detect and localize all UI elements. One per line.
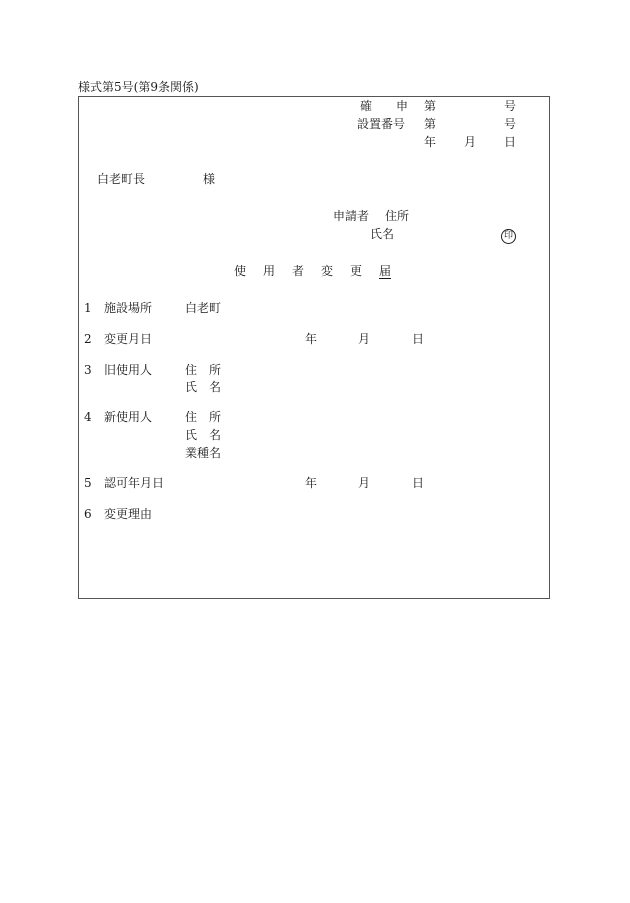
title-char: 更 [350, 264, 363, 278]
new-user-name-label: 氏 名 [185, 428, 222, 442]
install-number-label: 設置番号 [357, 117, 406, 131]
title-char: 者 [292, 264, 305, 278]
item-number: 4 [84, 410, 92, 424]
approval-date-label: 認可年月日 [104, 476, 165, 490]
approval-date-year: 年 [305, 476, 318, 490]
new-user-business-label: 業種名 [185, 446, 222, 460]
item-number: 5 [84, 476, 92, 490]
form-reference: 様式第5号(第9条関係) [78, 80, 199, 94]
former-user-address-label: 住 所 [185, 363, 222, 377]
new-user-address-label: 住 所 [185, 410, 222, 424]
former-user-label: 旧使用人 [104, 363, 153, 377]
approval-date-day: 日 [412, 476, 425, 490]
header-month: 月 [464, 135, 477, 149]
change-date-day: 日 [412, 332, 425, 346]
title-char: 届 [379, 264, 392, 278]
title-char: 用 [263, 264, 276, 278]
form-frame [78, 96, 550, 599]
change-date-year: 年 [305, 332, 318, 346]
applicant-name-label: 氏名 [370, 227, 395, 241]
change-date-month: 月 [358, 332, 371, 346]
addressee-honorific: 様 [203, 172, 216, 186]
confirm-label: 確 申 [360, 99, 409, 113]
former-user-name-label: 氏 名 [185, 380, 222, 394]
title-char: 変 [321, 264, 334, 278]
approval-date-month: 月 [358, 476, 371, 490]
addressee-name: 白老町長 [97, 172, 146, 186]
header-year: 年 [424, 135, 437, 149]
header-day: 日 [504, 135, 517, 149]
install-go: 号 [504, 117, 517, 131]
document-title [234, 264, 391, 278]
applicant-label: 申請者 [333, 209, 370, 223]
facility-location-label: 施設場所 [104, 301, 153, 315]
title-char: 使 [234, 264, 247, 278]
change-reason-label: 変更理由 [104, 507, 153, 521]
change-date-label: 変更月日 [104, 332, 153, 346]
applicant-address-label: 住所 [385, 209, 410, 223]
new-user-label: 新使用人 [104, 410, 153, 424]
confirm-go: 号 [504, 99, 517, 113]
item-number: 2 [84, 332, 92, 346]
install-dai: 第 [424, 117, 437, 131]
confirm-dai: 第 [424, 99, 437, 113]
seal-icon [501, 227, 516, 244]
item-number: 3 [84, 363, 92, 377]
item-number: 1 [84, 301, 92, 315]
item-number: 6 [84, 507, 92, 521]
facility-location-value: 白老町 [185, 301, 222, 315]
seal-mark: 印 [501, 229, 516, 244]
